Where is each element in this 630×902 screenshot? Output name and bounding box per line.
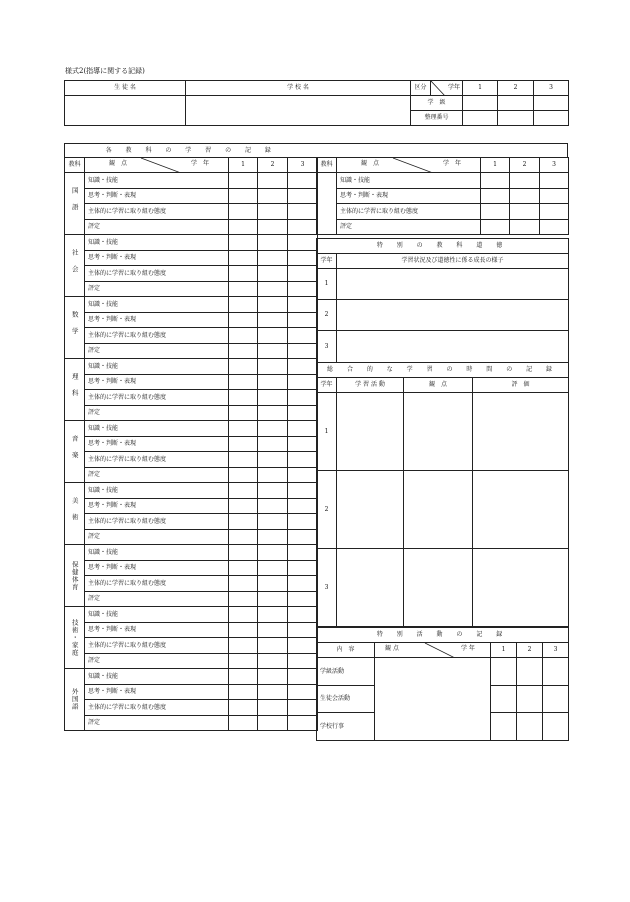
subject-name: 社会 xyxy=(65,235,85,297)
grade-cell[interactable] xyxy=(229,204,258,220)
criterion-label: 評定 xyxy=(85,716,229,731)
col-viewpoint-2: 観 点 xyxy=(361,160,380,167)
grade-cell[interactable] xyxy=(258,344,288,359)
grade-cell[interactable] xyxy=(229,452,258,468)
grade-cell[interactable] xyxy=(258,282,288,297)
criterion-label: 主体的に学習に取り組む態度 xyxy=(85,576,229,592)
grade-3b: 3 xyxy=(540,158,569,173)
integrated-grade-2: 2 xyxy=(317,471,337,549)
criterion-label: 評定 xyxy=(85,530,229,545)
grade-cell[interactable] xyxy=(229,545,258,561)
school-name-label: 学 校 名 xyxy=(186,81,411,96)
grade-cell[interactable] xyxy=(258,499,288,514)
grade-cell[interactable] xyxy=(229,173,258,189)
grade-cell[interactable] xyxy=(288,406,318,421)
grade-cell[interactable] xyxy=(229,375,258,390)
grade-cell[interactable] xyxy=(229,390,258,406)
grade-cell[interactable] xyxy=(258,204,288,220)
special-col-grade: 学 年 xyxy=(461,645,475,652)
subject-name: 音楽 xyxy=(65,421,85,483)
criterion-label: 思考・判断・表現 xyxy=(85,313,229,328)
section-title-right xyxy=(316,143,568,158)
criterion-label: 知識・技能 xyxy=(85,173,229,189)
extra-criterion-2: 思考・判断・表現 xyxy=(337,189,481,204)
criterion-label: 主体的に学習に取り組む態度 xyxy=(85,328,229,344)
grade-cell[interactable] xyxy=(229,654,258,669)
integrated-eval-3[interactable] xyxy=(473,549,569,627)
grade-cell[interactable] xyxy=(229,282,258,297)
grade-cell[interactable] xyxy=(288,638,318,654)
grade-2b: 2 xyxy=(510,158,540,173)
special-viewpoint-cell[interactable] xyxy=(375,658,491,741)
grade-cell[interactable] xyxy=(288,452,318,468)
grade-cell[interactable] xyxy=(288,514,318,530)
header-grade-3: 3 xyxy=(534,81,569,96)
grade-cell[interactable] xyxy=(288,189,318,204)
extra-cell[interactable] xyxy=(510,189,540,204)
subjects-section-title: 各 教 科 の 学 習 の 記 録 xyxy=(65,144,318,158)
grade-3: 3 xyxy=(288,158,318,173)
criterion-label: 主体的に学習に取り組む態度 xyxy=(85,638,229,654)
extra-cell[interactable] xyxy=(481,189,510,204)
criterion-label: 主体的に学習に取り組む態度 xyxy=(85,700,229,716)
grade-cell[interactable] xyxy=(229,576,258,592)
grade-cell[interactable] xyxy=(258,406,288,421)
integrated-col-activity: 学 習 活 動 xyxy=(337,378,404,393)
reg-cell-3[interactable] xyxy=(534,111,569,126)
grade-cell[interactable] xyxy=(229,235,258,251)
grade-cell[interactable] xyxy=(229,700,258,716)
integrated-viewpoint-1[interactable] xyxy=(404,393,473,471)
special-cell[interactable] xyxy=(543,713,569,741)
special-col-content: 内 容 xyxy=(317,643,375,658)
grade-cell[interactable] xyxy=(288,483,318,499)
col-grade: 学 年 xyxy=(191,160,210,167)
grade-label: 学年 xyxy=(447,84,460,91)
special-cell[interactable] xyxy=(491,686,517,713)
grade-cell[interactable] xyxy=(229,499,258,514)
integrated-col-grade: 学年 xyxy=(317,378,337,393)
extra-criterion-1: 知識・技能 xyxy=(337,173,481,189)
criterion-label: 思考・判断・表現 xyxy=(85,437,229,452)
extra-cell[interactable] xyxy=(540,173,569,189)
grade-cell[interactable] xyxy=(229,266,258,282)
grade-cell[interactable] xyxy=(288,173,318,189)
grade-cell[interactable] xyxy=(258,297,288,313)
special-cell[interactable] xyxy=(543,658,569,686)
reg-cell-1[interactable] xyxy=(463,111,498,126)
subject-name: 保健体育 xyxy=(65,545,85,607)
grade-cell[interactable] xyxy=(258,654,288,669)
grade-cell[interactable] xyxy=(288,235,318,251)
grade-cell[interactable] xyxy=(288,375,318,390)
grade-cell[interactable] xyxy=(258,623,288,638)
criterion-label: 知識・技能 xyxy=(85,421,229,437)
special-item-3: 学校行事 xyxy=(317,713,375,741)
grade-cell[interactable] xyxy=(258,452,288,468)
grade-cell[interactable] xyxy=(288,390,318,406)
grade-cell[interactable] xyxy=(229,669,258,685)
criterion-label: 主体的に学習に取り組む態度 xyxy=(85,266,229,282)
special-activities-table xyxy=(316,627,569,741)
grade-cell[interactable] xyxy=(258,220,288,235)
grade-cell[interactable] xyxy=(288,328,318,344)
integrated-activity-2[interactable] xyxy=(337,471,404,549)
grade-cell[interactable] xyxy=(288,685,318,700)
grade-cell[interactable] xyxy=(288,204,318,220)
extra-cell[interactable] xyxy=(510,204,540,220)
integrated-table xyxy=(316,362,569,627)
grade-cell[interactable] xyxy=(258,700,288,716)
grade-cell[interactable] xyxy=(288,359,318,375)
extra-criterion-3: 主体的に学習に取り組む態度 xyxy=(337,204,481,220)
grade-cell[interactable] xyxy=(229,406,258,421)
special-cell[interactable] xyxy=(543,686,569,713)
subject-name: 数学 xyxy=(65,297,85,359)
grade-cell[interactable] xyxy=(229,638,258,654)
moral-desc-3[interactable] xyxy=(337,331,569,363)
integrated-activity-1[interactable] xyxy=(337,393,404,471)
criterion-label: 知識・技能 xyxy=(85,235,229,251)
grade-cell[interactable] xyxy=(229,530,258,545)
grade-cell[interactable] xyxy=(288,297,318,313)
moral-grade-3: 3 xyxy=(317,331,337,363)
col-subject: 教科 xyxy=(65,158,85,173)
grade-cell[interactable] xyxy=(258,576,288,592)
criterion-label: 知識・技能 xyxy=(85,297,229,313)
moral-title: 特 別 の 教 科 道 徳 xyxy=(317,239,569,254)
extra-cell[interactable] xyxy=(510,220,540,235)
integrated-grade-3: 3 xyxy=(317,549,337,627)
criterion-label: 知識・技能 xyxy=(85,669,229,685)
criterion-label: 主体的に学習に取り組む態度 xyxy=(85,514,229,530)
header-grade-2: 2 xyxy=(498,81,534,96)
col-viewpoint: 観 点 xyxy=(109,160,128,167)
criterion-label: 評定 xyxy=(85,406,229,421)
moral-col-grade: 学年 xyxy=(317,254,337,269)
special-grade-2: 2 xyxy=(517,643,543,658)
special-cell[interactable] xyxy=(491,658,517,686)
grade-cell[interactable] xyxy=(258,483,288,499)
special-cell[interactable] xyxy=(491,713,517,741)
grade-cell[interactable] xyxy=(229,220,258,235)
grade-cell[interactable] xyxy=(288,530,318,545)
grade-cell[interactable] xyxy=(258,173,288,189)
criterion-label: 評定 xyxy=(85,220,229,235)
moral-grade-1: 1 xyxy=(317,269,337,300)
grade-cell[interactable] xyxy=(288,576,318,592)
grade-cell[interactable] xyxy=(258,437,288,452)
integrated-activity-3[interactable] xyxy=(337,549,404,627)
grade-cell[interactable] xyxy=(229,251,258,266)
grade-cell[interactable] xyxy=(229,514,258,530)
kubun-label: 区分 xyxy=(411,81,431,96)
grade-cell[interactable] xyxy=(229,561,258,576)
special-cell[interactable] xyxy=(517,658,543,686)
grade-cell[interactable] xyxy=(229,421,258,437)
grade-cell[interactable] xyxy=(258,359,288,375)
grade-cell[interactable] xyxy=(258,421,288,437)
moral-grade-2: 2 xyxy=(317,300,337,331)
grade-cell[interactable] xyxy=(229,685,258,700)
grade-1: 1 xyxy=(229,158,258,173)
viewpoint-grade-header xyxy=(85,158,229,173)
special-title: 特 別 活 動 の 記 録 xyxy=(317,628,569,643)
criterion-label: 知識・技能 xyxy=(85,359,229,375)
grade-cell[interactable] xyxy=(229,297,258,313)
criterion-label: 主体的に学習に取り組む態度 xyxy=(85,204,229,220)
grade-cell[interactable] xyxy=(258,375,288,390)
grade-cell[interactable] xyxy=(288,220,318,235)
criterion-label: 思考・判断・表現 xyxy=(85,561,229,576)
criterion-label: 思考・判断・表現 xyxy=(85,685,229,700)
grade-cell[interactable] xyxy=(229,468,258,483)
moral-desc-2[interactable] xyxy=(337,300,569,331)
grade-cell[interactable] xyxy=(288,607,318,623)
integrated-viewpoint-3[interactable] xyxy=(404,549,473,627)
reg-number-label: 整理番号 xyxy=(411,111,463,126)
criterion-label: 知識・技能 xyxy=(85,607,229,623)
integrated-eval-2[interactable] xyxy=(473,471,569,549)
moral-table xyxy=(316,238,569,363)
subject-name: 理科 xyxy=(65,359,85,421)
grade-cell[interactable] xyxy=(288,313,318,328)
integrated-col-viewpoint: 観 点 xyxy=(404,378,473,393)
grade-cell[interactable] xyxy=(288,669,318,685)
special-viewpoint-grade-header xyxy=(375,643,491,658)
grade-cell[interactable] xyxy=(258,592,288,607)
grade-cell[interactable] xyxy=(288,623,318,638)
grade-cell[interactable] xyxy=(258,468,288,483)
grade-cell[interactable] xyxy=(229,592,258,607)
kubun-grade-diagonal xyxy=(431,81,463,96)
form-title: 様式2(指導に関する記録) xyxy=(65,67,145,75)
grade-cell[interactable] xyxy=(258,235,288,251)
extra-cell[interactable] xyxy=(481,173,510,189)
grade-cell[interactable] xyxy=(258,266,288,282)
header-grade-1: 1 xyxy=(463,81,498,96)
grade-cell[interactable] xyxy=(288,592,318,607)
col-grade-2: 学 年 xyxy=(443,160,462,167)
extra-cell[interactable] xyxy=(540,204,569,220)
criterion-label: 思考・判断・表現 xyxy=(85,499,229,514)
subject-name: 外国語 xyxy=(65,669,85,731)
special-col-viewpoint: 観 点 xyxy=(385,645,399,652)
class-cell-3[interactable] xyxy=(534,96,569,111)
col-subject-2: 教科 xyxy=(317,158,337,173)
class-cell-1[interactable] xyxy=(463,96,498,111)
grade-cell[interactable] xyxy=(288,437,318,452)
grade-cell[interactable] xyxy=(258,390,288,406)
grade-cell[interactable] xyxy=(258,669,288,685)
grade-cell[interactable] xyxy=(288,468,318,483)
integrated-viewpoint-2[interactable] xyxy=(404,471,473,549)
criterion-label: 評定 xyxy=(85,344,229,359)
special-cell[interactable] xyxy=(517,713,543,741)
grade-cell[interactable] xyxy=(288,266,318,282)
extra-subject-cell[interactable] xyxy=(317,173,337,235)
grade-cell[interactable] xyxy=(258,561,288,576)
subject-name: 美術 xyxy=(65,483,85,545)
extra-cell[interactable] xyxy=(481,220,510,235)
student-name-field[interactable] xyxy=(65,96,186,126)
grade-cell[interactable] xyxy=(229,313,258,328)
grade-cell[interactable] xyxy=(229,437,258,452)
criterion-label: 評定 xyxy=(85,282,229,297)
criterion-label: 思考・判断・表現 xyxy=(85,189,229,204)
grade-cell[interactable] xyxy=(229,344,258,359)
grade-2: 2 xyxy=(258,158,288,173)
class-cell-2[interactable] xyxy=(498,96,534,111)
reg-cell-2[interactable] xyxy=(498,111,534,126)
grade-cell[interactable] xyxy=(258,545,288,561)
moral-desc-1[interactable] xyxy=(337,269,569,300)
grade-cell[interactable] xyxy=(288,545,318,561)
special-grade-1: 1 xyxy=(491,643,517,658)
extra-criterion-4: 評定 xyxy=(337,220,481,235)
criterion-label: 評定 xyxy=(85,654,229,669)
grade-cell[interactable] xyxy=(288,654,318,669)
grade-cell[interactable] xyxy=(288,499,318,514)
grade-cell[interactable] xyxy=(258,251,288,266)
extra-subject-table xyxy=(316,157,569,235)
grade-cell[interactable] xyxy=(258,685,288,700)
grade-cell[interactable] xyxy=(288,700,318,716)
integrated-eval-1[interactable] xyxy=(473,393,569,471)
grade-cell[interactable] xyxy=(258,530,288,545)
criterion-label: 知識・技能 xyxy=(85,545,229,561)
student-name-label: 生 徒 名 xyxy=(65,81,186,96)
moral-col-desc: 学習状況及び道徳性に係る成長の様子 xyxy=(337,254,569,269)
extra-cell[interactable] xyxy=(510,173,540,189)
subject-name: 国語 xyxy=(65,173,85,235)
grade-cell[interactable] xyxy=(229,483,258,499)
special-grade-3: 3 xyxy=(543,643,569,658)
criterion-label: 思考・判断・表現 xyxy=(85,375,229,390)
criterion-label: 思考・判断・表現 xyxy=(85,623,229,638)
grade-cell[interactable] xyxy=(288,251,318,266)
extra-cell[interactable] xyxy=(540,220,569,235)
grade-cell[interactable] xyxy=(288,421,318,437)
extra-cell[interactable] xyxy=(481,204,510,220)
grade-cell[interactable] xyxy=(258,607,288,623)
header-table xyxy=(64,80,569,126)
extra-cell[interactable] xyxy=(540,189,569,204)
grade-cell[interactable] xyxy=(288,716,318,731)
viewpoint-grade-header-2 xyxy=(337,158,481,173)
grade-cell[interactable] xyxy=(229,359,258,375)
grade-cell[interactable] xyxy=(229,716,258,731)
integrated-grade-1: 1 xyxy=(317,393,337,471)
grade-cell[interactable] xyxy=(229,607,258,623)
grade-cell[interactable] xyxy=(288,561,318,576)
class-label: 学 級 xyxy=(411,96,463,111)
grade-cell[interactable] xyxy=(258,638,288,654)
criterion-label: 評定 xyxy=(85,592,229,607)
criterion-label: 知識・技能 xyxy=(85,483,229,499)
integrated-title: 総 合 的 な 学 習 の 時 間 の 記 録 xyxy=(317,363,569,378)
criterion-label: 評定 xyxy=(85,468,229,483)
school-name-field[interactable] xyxy=(186,96,411,126)
criterion-label: 主体的に学習に取り組む態度 xyxy=(85,390,229,406)
integrated-col-eval: 評 価 xyxy=(473,378,569,393)
criterion-label: 主体的に学習に取り組む態度 xyxy=(85,452,229,468)
grade-cell[interactable] xyxy=(229,189,258,204)
subjects-table xyxy=(64,143,318,731)
grade-cell[interactable] xyxy=(288,282,318,297)
grade-cell[interactable] xyxy=(229,623,258,638)
grade-cell[interactable] xyxy=(258,328,288,344)
special-item-1: 学級活動 xyxy=(317,658,375,686)
criterion-label: 思考・判断・表現 xyxy=(85,251,229,266)
special-cell[interactable] xyxy=(517,686,543,713)
grade-cell[interactable] xyxy=(258,313,288,328)
subject-name: 技術・家庭 xyxy=(65,607,85,669)
grade-cell[interactable] xyxy=(229,328,258,344)
grade-cell[interactable] xyxy=(258,189,288,204)
grade-1b: 1 xyxy=(481,158,510,173)
grade-cell[interactable] xyxy=(288,344,318,359)
special-item-2: 生徒会活動 xyxy=(317,686,375,713)
grade-cell[interactable] xyxy=(258,514,288,530)
grade-cell[interactable] xyxy=(258,716,288,731)
